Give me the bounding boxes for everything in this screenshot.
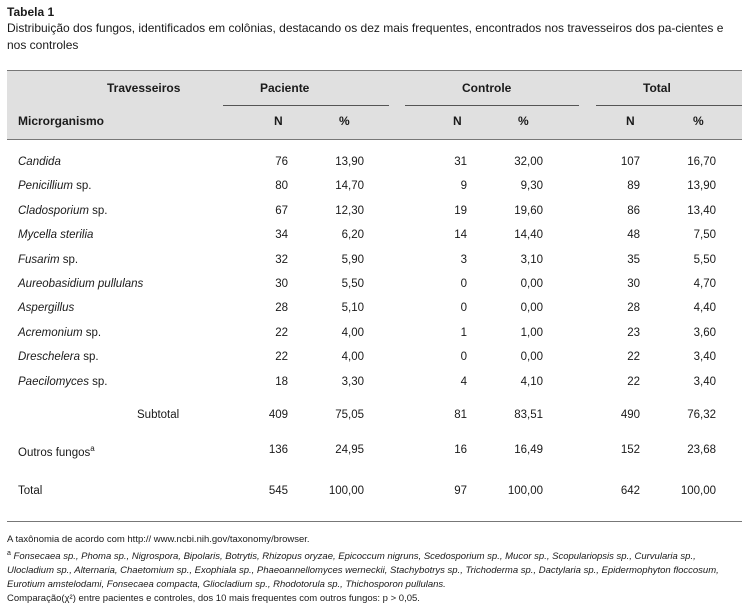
header-controle-n: N <box>453 114 462 128</box>
subtotal-controle-n: 81 <box>454 409 467 421</box>
cell-tp: 4,70 <box>693 278 716 290</box>
cell-tn: 30 <box>627 278 640 290</box>
cell-tn: 28 <box>627 302 640 315</box>
cell-cp: 9,30 <box>520 180 543 193</box>
total-controle-n: 97 <box>454 485 467 497</box>
cell-cn: 3 <box>460 253 467 266</box>
microorganism-suffix: sp. <box>59 253 79 266</box>
cell-cn: 9 <box>460 180 467 193</box>
table-row <box>7 156 742 172</box>
cell-tp: 3,60 <box>693 326 716 339</box>
cell-tp: 5,50 <box>693 253 716 266</box>
cell-tp: 13,90 <box>687 180 716 193</box>
cell-pn: 76 <box>275 156 288 168</box>
cell-tn: 23 <box>627 326 640 339</box>
cell-tn: 35 <box>627 253 640 266</box>
header-total-n: N <box>626 114 635 128</box>
microorganism-suffix: sp. <box>80 351 99 364</box>
data-table <box>7 70 742 497</box>
cell-pp: 13,90 <box>335 156 364 168</box>
cell-pn: 32 <box>275 253 288 266</box>
table-row <box>7 254 742 270</box>
outros-controle-pct: 16,49 <box>514 444 543 456</box>
cell-pn: 34 <box>275 229 288 242</box>
microorganism-name <box>18 351 99 363</box>
microorganism-genus: Paecilomyces <box>18 375 89 388</box>
cell-tn: 86 <box>627 204 640 217</box>
outros-label-text: Outros fungos <box>18 446 91 459</box>
cell-tp: 13,40 <box>687 204 716 217</box>
paciente-underline <box>223 105 389 106</box>
cell-cp: 0,00 <box>520 302 543 315</box>
cell-cn: 14 <box>454 229 467 242</box>
footnote-sup: a <box>7 550 11 557</box>
cell-tn: 48 <box>627 229 640 242</box>
microorganism-name <box>18 278 143 290</box>
microorganism-name <box>18 254 78 266</box>
cell-cp: 0,00 <box>520 351 543 364</box>
microorganism-name <box>18 205 108 217</box>
subtotal-paciente-pct: 75,05 <box>335 409 364 421</box>
microorganism-genus: Mycella sterilia <box>18 229 94 242</box>
cell-pn: 22 <box>275 326 288 339</box>
footnote-fungi-list <box>7 547 742 592</box>
header-controle: Controle <box>462 81 512 95</box>
total-paciente-pct: 100,00 <box>328 485 364 497</box>
cell-cp: 4,10 <box>520 375 543 388</box>
cell-pp: 5,90 <box>341 253 364 266</box>
cell-pn: 18 <box>275 375 288 388</box>
cell-cp: 32,00 <box>514 156 543 168</box>
cell-cn: 1 <box>460 326 467 339</box>
microorganism-name <box>18 180 92 192</box>
microorganism-genus: Candida <box>18 156 61 168</box>
table-bottom-rule <box>7 521 742 522</box>
cell-cn: 31 <box>454 156 467 168</box>
cell-cn: 0 <box>460 278 467 290</box>
microorganism-suffix: sp. <box>82 326 102 339</box>
microorganism-name <box>18 327 101 339</box>
table-header <box>7 70 742 140</box>
microorganism-genus: Cladosporium <box>18 204 89 217</box>
table-title-block <box>7 5 742 54</box>
outros-total-n: 152 <box>620 444 640 456</box>
cell-cn: 4 <box>460 375 467 388</box>
subtotal-row <box>7 409 742 425</box>
microorganism-suffix: sp. <box>88 204 108 217</box>
cell-pp: 4,00 <box>341 351 364 364</box>
microorganism-genus: Aspergillus <box>18 302 75 315</box>
subtotal-controle-pct: 83,51 <box>514 409 543 421</box>
footnote-fungi-text: Fonsecaea sp., Phoma sp., Nigrospora, Bipolaris, Botrytis, Rhizopus oryzae, Epicoccum nigruns, Scedosporium sp., Mucor sp., Scopulariopsis sp., Curvularia sp., Ulocladium sp., Alternaria, Chaetomium sp., Exophiala sp., Phaeoannellomyces werneckii, Stachybotrys sp., Trichoderma sp., Dactylaria sp., Epidermophyton floccosum, Eurotium amstelodami, Fonsecaea compacta, Gliocladium sp., Rhodotorula sp., Thichosporon pullulans. <box>7 551 719 591</box>
header-paciente: Paciente <box>260 81 310 95</box>
cell-cn: 0 <box>460 302 467 315</box>
subtotal-total-pct: 76,32 <box>687 409 716 421</box>
header-paciente-n: N <box>274 114 283 128</box>
microorganism-suffix: sp. <box>88 375 108 388</box>
total-underline <box>596 105 742 106</box>
cell-pn: 80 <box>275 180 288 193</box>
outros-paciente-pct: 24,95 <box>335 444 364 456</box>
cell-tp: 3,40 <box>693 351 716 364</box>
header-paciente-pct: % <box>339 114 350 128</box>
table-row <box>7 351 742 367</box>
table-footnotes <box>7 533 742 606</box>
cell-tp: 3,40 <box>693 375 716 388</box>
microorganism-name <box>18 302 74 314</box>
table-caption: Distribuição dos fungos, identificados em colônias, destacando os dez mais frequentes, encontrados nos travesseiros dos pa-cientes e nos controles <box>7 21 724 52</box>
cell-tn: 89 <box>627 180 640 193</box>
cell-cp: 19,60 <box>514 204 543 217</box>
cell-pp: 5,50 <box>341 278 364 290</box>
cell-cn: 0 <box>460 351 467 364</box>
header-total: Total <box>643 81 671 95</box>
cell-tn: 22 <box>627 375 640 388</box>
footnote-comparison: Comparação(χ²) entre pacientes e controles, dos 10 mais frequentes com outros fungos: p > 0,05. <box>7 593 420 605</box>
table-row <box>7 302 742 318</box>
outros-paciente-n: 136 <box>268 444 288 456</box>
cell-tp: 7,50 <box>693 229 716 242</box>
cell-pp: 6,20 <box>341 229 364 242</box>
cell-tp: 16,70 <box>687 156 716 168</box>
cell-pp: 5,10 <box>341 302 364 315</box>
outros-controle-n: 16 <box>454 444 467 456</box>
cell-pn: 28 <box>275 302 288 315</box>
cell-pp: 4,00 <box>341 326 364 339</box>
cell-tn: 107 <box>620 156 640 168</box>
cell-pp: 12,30 <box>335 204 364 217</box>
total-total-pct: 100,00 <box>680 485 716 497</box>
subtotal-label: Subtotal <box>137 409 180 421</box>
microorganism-genus: Aureobasidium pullulans <box>18 278 144 290</box>
microorganism-name <box>18 376 108 388</box>
cell-tn: 22 <box>627 351 640 364</box>
table-row <box>7 229 742 245</box>
cell-pp: 3,30 <box>341 375 364 388</box>
microorganism-suffix: sp. <box>72 180 92 193</box>
header-controle-pct: % <box>518 114 529 128</box>
table-row <box>7 278 742 294</box>
total-label: Total <box>18 485 43 497</box>
cell-cn: 19 <box>454 204 467 217</box>
header-travesseiros: Travesseiros <box>107 81 181 95</box>
total-total-n: 642 <box>620 485 640 497</box>
microorganism-genus: Acremonium <box>18 326 83 339</box>
table-row <box>7 327 742 343</box>
outros-total-pct: 23,68 <box>687 444 716 456</box>
cell-cp: 3,10 <box>520 253 543 266</box>
microorganism-genus: Dreschelera <box>18 351 80 364</box>
cell-cp: 1,00 <box>520 326 543 339</box>
cell-cp: 0,00 <box>520 278 543 290</box>
total-controle-pct: 100,00 <box>507 485 543 497</box>
outros-sup: a <box>90 444 95 453</box>
table-row <box>7 180 742 196</box>
cell-tp: 4,40 <box>693 302 716 315</box>
subtotal-paciente-n: 409 <box>268 409 288 421</box>
microorganism-name <box>18 229 93 241</box>
controle-underline <box>405 105 579 106</box>
total-paciente-n: 545 <box>268 485 288 497</box>
cell-pn: 22 <box>275 351 288 364</box>
cell-pp: 14,70 <box>335 180 364 193</box>
header-microrganismo: Microrganismo <box>18 114 105 128</box>
cell-pn: 67 <box>275 204 288 217</box>
outros-row <box>7 444 742 460</box>
microorganism-name <box>18 156 61 168</box>
table-row <box>7 376 742 392</box>
header-total-pct: % <box>693 114 704 128</box>
microorganism-genus: Penicillium <box>18 180 73 193</box>
microorganism-genus: Fusarim <box>18 253 60 266</box>
footnote-taxonomy: A taxônomia de acordo com http:// www.ncbi.nih.gov/taxonomy/browser. <box>7 534 310 545</box>
table-row <box>7 205 742 221</box>
table-label: Tabela 1 <box>7 5 55 19</box>
subtotal-total-n: 490 <box>620 409 640 421</box>
total-row <box>7 485 742 501</box>
cell-pn: 30 <box>275 278 288 290</box>
cell-cp: 14,40 <box>514 229 543 242</box>
outros-label <box>18 444 95 459</box>
